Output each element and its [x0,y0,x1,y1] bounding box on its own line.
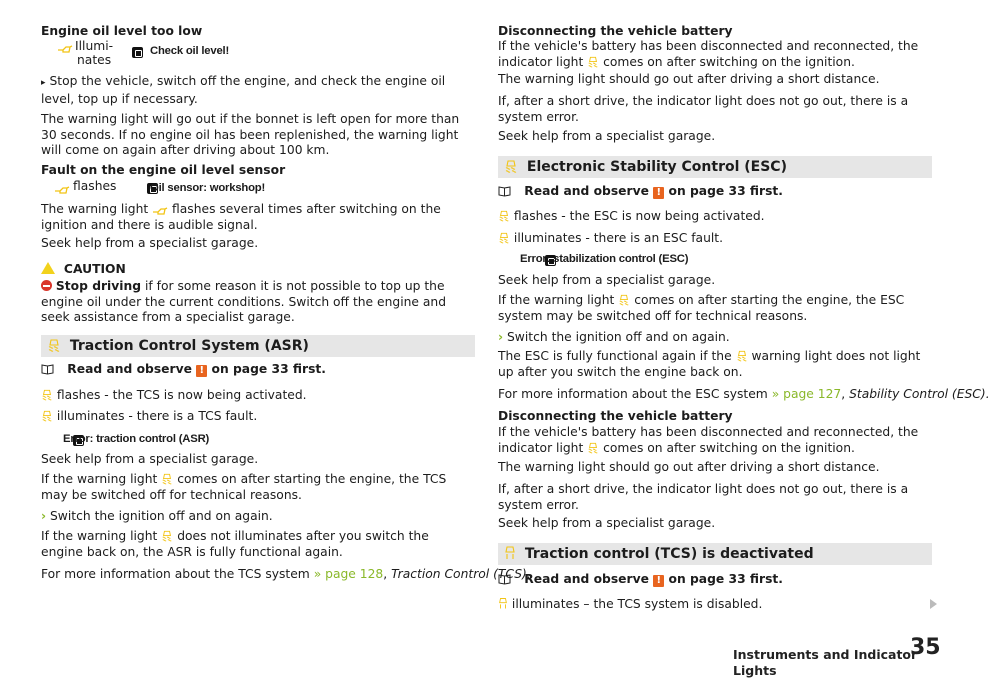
disc-paragraph-2: The warning light should go out after driving a short distance. [498,72,880,86]
fault-title: Fault on the engine oil level sensor [41,163,286,177]
warning-icon: ! [653,575,664,587]
disc2-paragraph-4: Seek help from a specialist garage. [498,516,716,530]
oil-level-title: Engine oil level too low [41,24,203,38]
oil-message: Check oil level! [150,45,230,57]
book-icon [498,574,511,584]
tcs-heading: Traction control (TCS) is deactivated [498,543,932,565]
caution-icon [41,262,55,274]
stability-icon [587,442,599,454]
disc-paragraph-4: Seek help from a specialist garage. [498,129,716,143]
caution-text: Stop driving if for some reason it is not possible to top up the engine oil under the current conditions. Switch off the engine and seek assistance from a specialist garage. [41,279,447,324]
oil-step: ▸ Stop the vehicle, switch off the engine, and check the engine oil level, top up if necessary. [41,74,446,106]
disc2-paragraph-1: If the vehicle's battery has been disconnected and reconnected, the indicator light comes on after switching on the ignition. [498,425,919,455]
stability-icon [498,232,510,244]
esc-illum: illuminates - there is an ESC fault. [498,231,723,247]
asr-paragraph-1: If the warning light comes on after starting the engine, the TCS may be switched off for technical reasons. [41,472,447,502]
tcs-illum: illuminates – the TCS system is disabled. [498,597,762,613]
oil-paragraph: The warning light will go out if the bonnet is left open for more than 30 seconds. If no engine oil has been replenished, the warning light will come on again after driving about 100 km. [41,112,460,157]
fault-paragraph: The warning light flashes several times after switching on the ignition and there is audible signal. [41,202,441,232]
esc-paragraph-2: The ESC is fully functional again if the warning light does not light up after you switch the engine back on. [498,349,921,379]
stability-icon [736,350,748,362]
tcs-observe: Read and observe ! on page 33 first. [498,572,783,588]
esc-step: › Switch the ignition off and on again. [498,330,730,344]
disc-paragraph-1: If the vehicle's battery has been disconnected and reconnected, the indicator light comes on after switching on the ignition. [498,39,919,69]
book-icon [498,186,511,196]
esc-more-info: For more information about the ESC system » page 127, Stability Control (ESC). [498,387,990,401]
traction-icon [41,389,53,401]
next-page-indicator-icon [930,599,937,609]
warning-icon: ! [653,187,664,199]
disc2-paragraph-3: If, after a short drive, the indicator light does not go out, there is a system error. [498,482,909,512]
stability-icon [504,160,518,173]
esc-message: Error: stabilization control (ESC) [520,253,689,265]
tcs-off-icon [504,546,516,560]
asr-step: › Switch the ignition off and on again. [41,509,273,523]
fault-state: flashes [73,179,117,193]
asr-seek: Seek help from a specialist garage. [41,452,259,466]
traction-icon [587,56,599,68]
asr-message: Error: traction control (ASR) [63,433,210,445]
fault-message: Oil sensor: workshop! [150,182,266,194]
esc-observe: Read and observe ! on page 33 first. [498,184,783,200]
esc-heading: Electronic Stability Control (ESC) [498,156,932,178]
oil-lamp-icon [57,42,73,58]
disc2-paragraph-2: The warning light should go out after driving a short distance. [498,460,880,474]
traction-icon [47,339,61,352]
esc-flash: flashes - the ESC is now being activated. [498,209,765,225]
disc-title: Disconnecting the vehicle battery [498,24,733,38]
asr-heading: Traction Control System (ASR) [41,335,475,357]
disc-paragraph-3: If, after a short drive, the indicator light does not go out, there is a system error. [498,94,909,124]
traction-icon [161,473,173,485]
oil-state: Illumi- nates [75,39,114,67]
fault-seek-help: Seek help from a specialist garage. [41,236,259,250]
asr-illum: illuminates - there is a TCS fault. [41,409,257,425]
page-128-link[interactable]: » page 128 [313,567,384,581]
warning-icon: ! [196,365,207,377]
asr-observe: Read and observe ! on page 33 first. [41,362,326,378]
asr-flash: flashes - the TCS is now being activated. [41,388,307,404]
stability-icon [498,210,510,222]
disc2-title: Disconnecting the vehicle battery [498,409,733,423]
esc-paragraph-1: If the warning light comes on after starting the engine, the ESC system may be switched off for technical reasons. [498,293,905,323]
tcs-off-icon [498,597,508,610]
stability-icon [618,294,630,306]
stop-icon [41,280,52,291]
traction-icon [161,530,173,542]
display-symbol-icon [132,47,143,58]
footer-title: Instruments and Indicator Lights [733,647,918,678]
esc-seek: Seek help from a specialist garage. [498,273,716,287]
caution-header: CAUTION [41,262,126,278]
asr-paragraph-2: If the warning light does not illuminates after you switch the engine back on, the ASR is fully functional again. [41,529,429,559]
oil-lamp-icon [152,206,168,215]
book-icon [41,364,54,374]
oil-lamp-icon [54,183,70,199]
traction-icon [41,410,53,422]
page-number: 35 [910,635,941,660]
page-127-link[interactable]: » page 127 [771,387,842,401]
asr-more-info: For more information about the TCS system » page 128, Traction Control (TCS). [41,567,531,581]
